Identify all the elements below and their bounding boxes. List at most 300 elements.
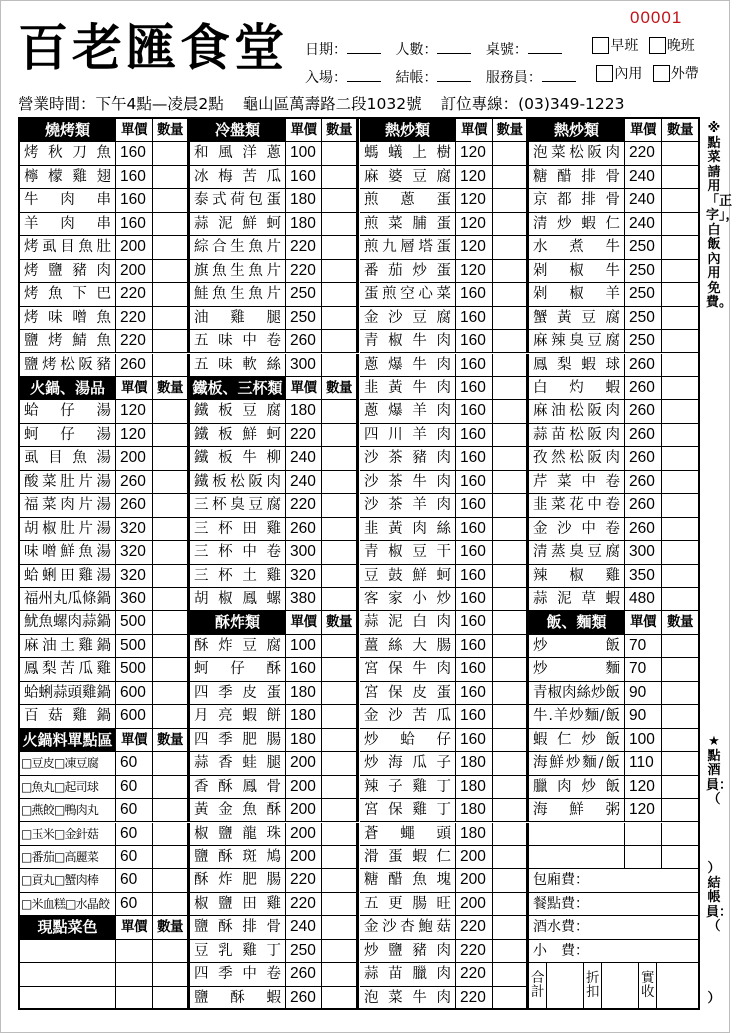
quantity-input[interactable] xyxy=(153,166,190,189)
menu-item-price: 300 xyxy=(286,541,322,564)
quantity-input[interactable] xyxy=(153,611,190,634)
menu-item-price: 120 xyxy=(625,799,662,822)
menu-item-price: 200 xyxy=(286,823,322,846)
quantity-input[interactable] xyxy=(662,330,699,353)
menu-item-price: 90 xyxy=(625,682,662,705)
menu-item-name: 麻辣臭豆腐 xyxy=(529,330,625,353)
quantity-input[interactable] xyxy=(322,260,359,283)
quantity-input[interactable] xyxy=(153,752,190,775)
quantity-input[interactable] xyxy=(662,283,699,306)
menu-item-name: 黃金魚酥 xyxy=(190,799,286,822)
quantity-input[interactable] xyxy=(153,189,190,212)
quantity-input[interactable] xyxy=(493,260,529,283)
quantity-input[interactable] xyxy=(153,565,190,588)
menu-item-price: 120 xyxy=(456,260,493,283)
menu-item-name: 水煮牛 xyxy=(529,236,625,259)
quantity-input[interactable] xyxy=(322,729,359,752)
quantity-input[interactable] xyxy=(493,916,529,939)
menu-item-name xyxy=(20,987,116,1010)
menu-item-name: □米血糕□水晶餃 xyxy=(20,893,116,916)
quantity-input[interactable] xyxy=(322,142,359,165)
quantity-input[interactable] xyxy=(493,823,529,846)
price-column-header: 單價 xyxy=(286,611,322,634)
menu-item-price: 160 xyxy=(456,565,493,588)
quantity-input[interactable] xyxy=(153,799,190,822)
quantity-input[interactable] xyxy=(662,729,699,752)
quantity-input[interactable] xyxy=(322,494,359,517)
quantity-input[interactable] xyxy=(493,518,529,541)
quantity-input[interactable] xyxy=(153,307,190,330)
quantity-input[interactable] xyxy=(493,494,529,517)
quantity-input[interactable] xyxy=(153,354,190,377)
checkbox-box[interactable] xyxy=(653,65,670,82)
quantity-input[interactable] xyxy=(493,752,529,775)
quantity-input[interactable] xyxy=(153,987,190,1010)
menu-item-name: 烤秋刀魚 xyxy=(20,142,116,165)
fee-field[interactable]: 包廂費： xyxy=(529,869,699,892)
menu-item-name: 冰梅苦瓜 xyxy=(190,166,286,189)
menu-item-name: 宮保牛肉 xyxy=(360,658,456,681)
received-value[interactable] xyxy=(657,963,697,1008)
menu-item-name: □玉米□金針菇 xyxy=(20,823,116,846)
menu-item-price: 350 xyxy=(625,565,662,588)
checkbox-dine-in[interactable]: 內用 xyxy=(596,63,642,83)
checkbox-box[interactable] xyxy=(592,37,609,54)
menu-item-name: 炒飯 xyxy=(529,635,625,658)
quantity-input[interactable] xyxy=(493,400,529,423)
quantity-input[interactable] xyxy=(662,682,699,705)
menu-item-name: 椒鹽龍珠 xyxy=(190,823,286,846)
quantity-input[interactable] xyxy=(322,799,359,822)
quantity-input[interactable] xyxy=(662,354,699,377)
price-column-header: 單價 xyxy=(286,119,322,142)
menu-item-price: 100 xyxy=(286,635,322,658)
menu-item-price: 70 xyxy=(625,658,662,681)
fee-field[interactable]: 餐點費： xyxy=(529,893,699,916)
menu-item-name: 清炒蝦仁 xyxy=(529,213,625,236)
quantity-input[interactable] xyxy=(322,635,359,658)
quantity-input[interactable] xyxy=(322,565,359,588)
qty-column-header: 數量 xyxy=(662,611,699,634)
quantity-input[interactable] xyxy=(322,752,359,775)
menu-item-name: 沙茶羊肉 xyxy=(360,494,456,517)
menu-item-price: 180 xyxy=(286,682,322,705)
quantity-input[interactable] xyxy=(322,823,359,846)
menu-item-name: 四季皮蛋 xyxy=(190,682,286,705)
quantity-input[interactable] xyxy=(662,541,699,564)
quantity-input[interactable] xyxy=(662,471,699,494)
quantity-input[interactable] xyxy=(153,447,190,470)
quantity-input[interactable] xyxy=(662,213,699,236)
menu-item-name: 豆乳雞丁 xyxy=(190,940,286,963)
quantity-input[interactable] xyxy=(662,658,699,681)
quantity-input[interactable] xyxy=(322,447,359,470)
quantity-input[interactable] xyxy=(322,705,359,728)
menu-item-price: 250 xyxy=(625,307,662,330)
section-header-rice: 飯、麵類 xyxy=(529,611,625,634)
quantity-input[interactable] xyxy=(153,236,190,259)
total-value[interactable] xyxy=(547,963,584,1008)
quantity-input[interactable] xyxy=(493,142,529,165)
menu-item-price: 160 xyxy=(286,166,322,189)
quantity-input[interactable] xyxy=(322,518,359,541)
note-drink-server: ★點酒員：（ xyxy=(706,734,733,807)
menu-item-name: 和風洋蔥 xyxy=(190,142,286,165)
quantity-input[interactable] xyxy=(322,400,359,423)
menu-item-name: 蒼蠅頭 xyxy=(360,823,456,846)
menu-item-price: 320 xyxy=(116,565,153,588)
quantity-input[interactable] xyxy=(662,424,699,447)
menu-item-name: 泰式荷包蛋 xyxy=(190,189,286,212)
entry-time-field[interactable]: 入場： xyxy=(305,67,381,87)
menu-item-price: 260 xyxy=(625,494,662,517)
menu-item-name: 油雞腿 xyxy=(190,307,286,330)
menu-item-price: 220 xyxy=(456,940,493,963)
quantity-input[interactable] xyxy=(662,236,699,259)
quantity-input[interactable] xyxy=(493,729,529,752)
quantity-input[interactable] xyxy=(153,471,190,494)
quantity-input[interactable] xyxy=(322,424,359,447)
qty-column-header: 數量 xyxy=(493,119,529,142)
quantity-input[interactable] xyxy=(662,377,699,400)
menu-item-name: 青椒豆干 xyxy=(360,541,456,564)
menu-item-price: 360 xyxy=(116,588,153,611)
quantity-input[interactable] xyxy=(662,518,699,541)
menu-item-price: 180 xyxy=(286,400,322,423)
quantity-input[interactable] xyxy=(493,447,529,470)
checkbox-takeout[interactable]: 外帶 xyxy=(653,63,699,83)
quantity-input[interactable] xyxy=(322,916,359,939)
quantity-input[interactable] xyxy=(322,213,359,236)
quantity-input[interactable] xyxy=(493,236,529,259)
menu-item-price: 160 xyxy=(116,142,153,165)
date-field[interactable]: 日期： xyxy=(305,39,381,59)
menu-item-price: 260 xyxy=(625,518,662,541)
menu-item-price: 90 xyxy=(625,705,662,728)
quantity-input[interactable] xyxy=(493,354,529,377)
menu-item-price: 220 xyxy=(286,893,322,916)
menu-item-price: 220 xyxy=(116,283,153,306)
quantity-input[interactable] xyxy=(662,189,699,212)
menu-item-name: 四季中卷 xyxy=(190,963,286,986)
checkbox-box[interactable] xyxy=(596,65,613,82)
quantity-input[interactable] xyxy=(493,471,529,494)
menu-item-name: 蛤蜊田雞湯 xyxy=(20,565,116,588)
quantity-input[interactable] xyxy=(493,189,529,212)
menu-item-name: 四川羊肉 xyxy=(360,424,456,447)
menu-item-name xyxy=(529,846,625,869)
quantity-input[interactable] xyxy=(153,213,190,236)
quantity-input[interactable] xyxy=(322,869,359,892)
menu-item-price: 160 xyxy=(456,354,493,377)
menu-item-price: 160 xyxy=(456,447,493,470)
quantity-input[interactable] xyxy=(493,963,529,986)
menu-item-name: 胡椒肚片湯 xyxy=(20,518,116,541)
menu-item-name: 鹽烤鯖魚 xyxy=(20,330,116,353)
menu-item-name: 魷魚螺肉蒜鍋 xyxy=(20,611,116,634)
quantity-input[interactable] xyxy=(322,471,359,494)
quantity-input[interactable] xyxy=(493,940,529,963)
menu-item-price: 260 xyxy=(286,963,322,986)
quantity-input[interactable] xyxy=(662,400,699,423)
menu-item-price: 220 xyxy=(286,869,322,892)
menu-item-price: 160 xyxy=(116,213,153,236)
quantity-input[interactable] xyxy=(322,963,359,986)
menu-item-price: 600 xyxy=(116,682,153,705)
menu-item-price: 160 xyxy=(286,658,322,681)
quantity-input[interactable] xyxy=(153,142,190,165)
menu-item-price: 200 xyxy=(286,846,322,869)
menu-item-price: 240 xyxy=(286,447,322,470)
menu-item-price: 250 xyxy=(625,330,662,353)
quantity-input[interactable] xyxy=(322,658,359,681)
menu-item-price: 220 xyxy=(286,424,322,447)
menu-item-name: 剁椒牛 xyxy=(529,260,625,283)
menu-item-name: 辣子雞丁 xyxy=(360,776,456,799)
quantity-input[interactable] xyxy=(322,166,359,189)
menu-item-price: 160 xyxy=(456,588,493,611)
menu-item-price: 60 xyxy=(116,823,153,846)
menu-item-name: 鳳梨蝦球 xyxy=(529,354,625,377)
menu-item-price: 200 xyxy=(456,846,493,869)
qty-column-header: 數量 xyxy=(322,119,359,142)
menu-item-price: 500 xyxy=(116,635,153,658)
quantity-input[interactable] xyxy=(493,893,529,916)
menu-item-price: 160 xyxy=(456,424,493,447)
quantity-input[interactable] xyxy=(493,330,529,353)
menu-item-name: 牛.羊炒麵/飯 xyxy=(529,705,625,728)
quantity-input[interactable] xyxy=(493,307,529,330)
fee-field[interactable]: 酒水費： xyxy=(529,916,699,939)
menu-item-name xyxy=(20,940,116,963)
menu-item-price: 240 xyxy=(286,471,322,494)
quantity-input[interactable] xyxy=(153,330,190,353)
quantity-input[interactable] xyxy=(662,447,699,470)
quantity-input[interactable] xyxy=(322,307,359,330)
quantity-input[interactable] xyxy=(493,283,529,306)
fee-field[interactable]: 小 費： xyxy=(529,940,699,963)
qty-column-header: 數量 xyxy=(322,377,359,400)
quantity-input[interactable] xyxy=(662,635,699,658)
menu-item-price: 120 xyxy=(625,776,662,799)
discount-label: 折扣 xyxy=(584,963,602,1008)
quantity-input[interactable] xyxy=(662,260,699,283)
menu-item-price: 320 xyxy=(116,518,153,541)
menu-item-name: 泡菜松阪肉 xyxy=(529,142,625,165)
menu-item-name: 牛肉串 xyxy=(20,189,116,212)
quantity-input[interactable] xyxy=(493,846,529,869)
quantity-input[interactable] xyxy=(662,799,699,822)
server-field[interactable]: 服務員： xyxy=(486,67,576,87)
quantity-input[interactable] xyxy=(322,987,359,1010)
menu-item-name: 三杯田雞 xyxy=(190,518,286,541)
menu-item-name: 豆鼓鮮蚵 xyxy=(360,565,456,588)
menu-item-name: 清蒸臭豆腐 xyxy=(529,541,625,564)
quantity-input[interactable] xyxy=(153,494,190,517)
table-field[interactable]: 桌號： xyxy=(486,39,562,59)
quantity-input[interactable] xyxy=(322,776,359,799)
quantity-input[interactable] xyxy=(493,611,529,634)
quantity-input[interactable] xyxy=(322,940,359,963)
price-column-header: 單價 xyxy=(116,377,153,400)
guests-field[interactable]: 人數： xyxy=(395,39,471,59)
quantity-input[interactable] xyxy=(493,541,529,564)
quantity-input[interactable] xyxy=(493,658,529,681)
menu-item-name: 孜然松阪肉 xyxy=(529,447,625,470)
quantity-input[interactable] xyxy=(153,963,190,986)
quantity-input[interactable] xyxy=(153,518,190,541)
quantity-input[interactable] xyxy=(153,823,190,846)
quantity-input[interactable] xyxy=(153,588,190,611)
menu-item-price: 70 xyxy=(625,635,662,658)
menu-item-price: 200 xyxy=(116,260,153,283)
discount-value[interactable] xyxy=(602,963,639,1008)
quantity-input[interactable] xyxy=(153,776,190,799)
quantity-input[interactable] xyxy=(493,588,529,611)
menu-item-name: 番茄炒蛋 xyxy=(360,260,456,283)
quantity-input[interactable] xyxy=(153,940,190,963)
menu-item-name: 羊肉串 xyxy=(20,213,116,236)
menu-item-price: 180 xyxy=(456,823,493,846)
menu-item-price: 180 xyxy=(286,189,322,212)
menu-item-price: 220 xyxy=(286,494,322,517)
menu-item-price: 160 xyxy=(456,283,493,306)
qty-column-header: 數量 xyxy=(153,729,190,752)
quantity-input[interactable] xyxy=(493,776,529,799)
menu-item-price: 260 xyxy=(116,354,153,377)
menu-item-name: 蒜苗松阪肉 xyxy=(529,424,625,447)
menu-item-name: □貢丸□蟹肉棒 xyxy=(20,869,116,892)
menu-item-price: 260 xyxy=(625,354,662,377)
quantity-input[interactable] xyxy=(662,752,699,775)
menu-item-name: 蛤仔湯 xyxy=(20,400,116,423)
quantity-input[interactable] xyxy=(322,283,359,306)
quantity-input[interactable] xyxy=(662,142,699,165)
quantity-input[interactable] xyxy=(493,377,529,400)
menu-item-name: 煎菜脯蛋 xyxy=(360,213,456,236)
menu-item-price: 120 xyxy=(116,400,153,423)
menu-item-price: 300 xyxy=(625,541,662,564)
quantity-input[interactable] xyxy=(493,869,529,892)
menu-item-name: 鹽酥蝦 xyxy=(190,987,286,1010)
menu-item-price: 160 xyxy=(456,330,493,353)
quantity-input[interactable] xyxy=(153,658,190,681)
quantity-input[interactable] xyxy=(662,166,699,189)
quantity-input[interactable] xyxy=(493,705,529,728)
quantity-input[interactable] xyxy=(153,541,190,564)
menu-item-price: 250 xyxy=(286,940,322,963)
quantity-input[interactable] xyxy=(493,682,529,705)
checkbox-box[interactable] xyxy=(649,37,666,54)
menu-item-name: 鹽酥排骨 xyxy=(190,916,286,939)
menu-item-name: 蛤蜊蒜頭雞鍋 xyxy=(20,682,116,705)
menu-item-name: 麻婆豆腐 xyxy=(360,166,456,189)
menu-item-price: 60 xyxy=(116,799,153,822)
menu-item-price: 120 xyxy=(456,236,493,259)
menu-item-name: 酥炸豆腐 xyxy=(190,635,286,658)
quantity-input[interactable] xyxy=(662,823,699,846)
quantity-input[interactable] xyxy=(662,705,699,728)
checkbox-night-shift[interactable]: 晚班 xyxy=(649,35,695,55)
quantity-input[interactable] xyxy=(153,260,190,283)
menu-item-name: 客家小炒 xyxy=(360,588,456,611)
quantity-input[interactable] xyxy=(153,869,190,892)
quantity-input[interactable] xyxy=(662,846,699,869)
menu-item-price: 180 xyxy=(456,752,493,775)
menu-item-name: 鮭魚生魚片 xyxy=(190,283,286,306)
menu-item-name: 烤魚下巴 xyxy=(20,283,116,306)
price-column-header: 單價 xyxy=(116,119,153,142)
quantity-input[interactable] xyxy=(493,213,529,236)
quantity-input[interactable] xyxy=(493,635,529,658)
quantity-input[interactable] xyxy=(153,682,190,705)
menu-item-price: 160 xyxy=(456,635,493,658)
quantity-input[interactable] xyxy=(493,799,529,822)
quantity-input[interactable] xyxy=(322,236,359,259)
quantity-input[interactable] xyxy=(153,893,190,916)
checkbox-morning-shift[interactable]: 早班 xyxy=(592,35,638,55)
quantity-input[interactable] xyxy=(322,541,359,564)
quantity-input[interactable] xyxy=(662,565,699,588)
quantity-input[interactable] xyxy=(153,705,190,728)
menu-item-price: 240 xyxy=(625,189,662,212)
quantity-input[interactable] xyxy=(153,846,190,869)
quantity-input[interactable] xyxy=(153,635,190,658)
menu-item-name: 白灼蝦 xyxy=(529,377,625,400)
menu-item-price: 220 xyxy=(456,963,493,986)
menu-item-name: 旗魚生魚片 xyxy=(190,260,286,283)
quantity-input[interactable] xyxy=(322,330,359,353)
menu-item-name: 三杯臭豆腐 xyxy=(190,494,286,517)
note-close-paren: ） xyxy=(707,991,721,1006)
quantity-input[interactable] xyxy=(153,424,190,447)
menu-item-name: 五更腸旺 xyxy=(360,893,456,916)
menu-item-price: 260 xyxy=(625,447,662,470)
quantity-input[interactable] xyxy=(662,588,699,611)
menu-item-price: 200 xyxy=(286,752,322,775)
menu-item-name: 鹽烤松阪豬 xyxy=(20,354,116,377)
quantity-input[interactable] xyxy=(322,588,359,611)
qty-column-header: 數量 xyxy=(153,119,190,142)
menu-item-name: 麻油土雞鍋 xyxy=(20,635,116,658)
quantity-input[interactable] xyxy=(662,307,699,330)
quantity-input[interactable] xyxy=(493,166,529,189)
quantity-input[interactable] xyxy=(662,494,699,517)
menu-item-price: 200 xyxy=(286,776,322,799)
menu-item-name: 泡菜牛肉 xyxy=(360,987,456,1010)
quantity-input[interactable] xyxy=(153,400,190,423)
quantity-input[interactable] xyxy=(493,987,529,1010)
section-header-teppan: 鐵板、三杯類 xyxy=(190,377,286,400)
quantity-input[interactable] xyxy=(322,846,359,869)
menu-item-price: 60 xyxy=(116,869,153,892)
quantity-input[interactable] xyxy=(322,893,359,916)
menu-item-name: 蒜泥草蝦 xyxy=(529,588,625,611)
quantity-input[interactable] xyxy=(493,424,529,447)
checkout-field[interactable]: 結帳： xyxy=(395,67,471,87)
menu-item-name: 辣椒雞 xyxy=(529,565,625,588)
quantity-input[interactable] xyxy=(493,565,529,588)
quantity-input[interactable] xyxy=(322,354,359,377)
quantity-input[interactable] xyxy=(153,283,190,306)
quantity-input[interactable] xyxy=(662,776,699,799)
quantity-input[interactable] xyxy=(322,682,359,705)
menu-item-price: 260 xyxy=(625,377,662,400)
menu-item-price: 320 xyxy=(116,541,153,564)
menu-item-price: 160 xyxy=(116,189,153,212)
menu-item-name: 鳳梨苦瓜雞 xyxy=(20,658,116,681)
quantity-input[interactable] xyxy=(322,189,359,212)
